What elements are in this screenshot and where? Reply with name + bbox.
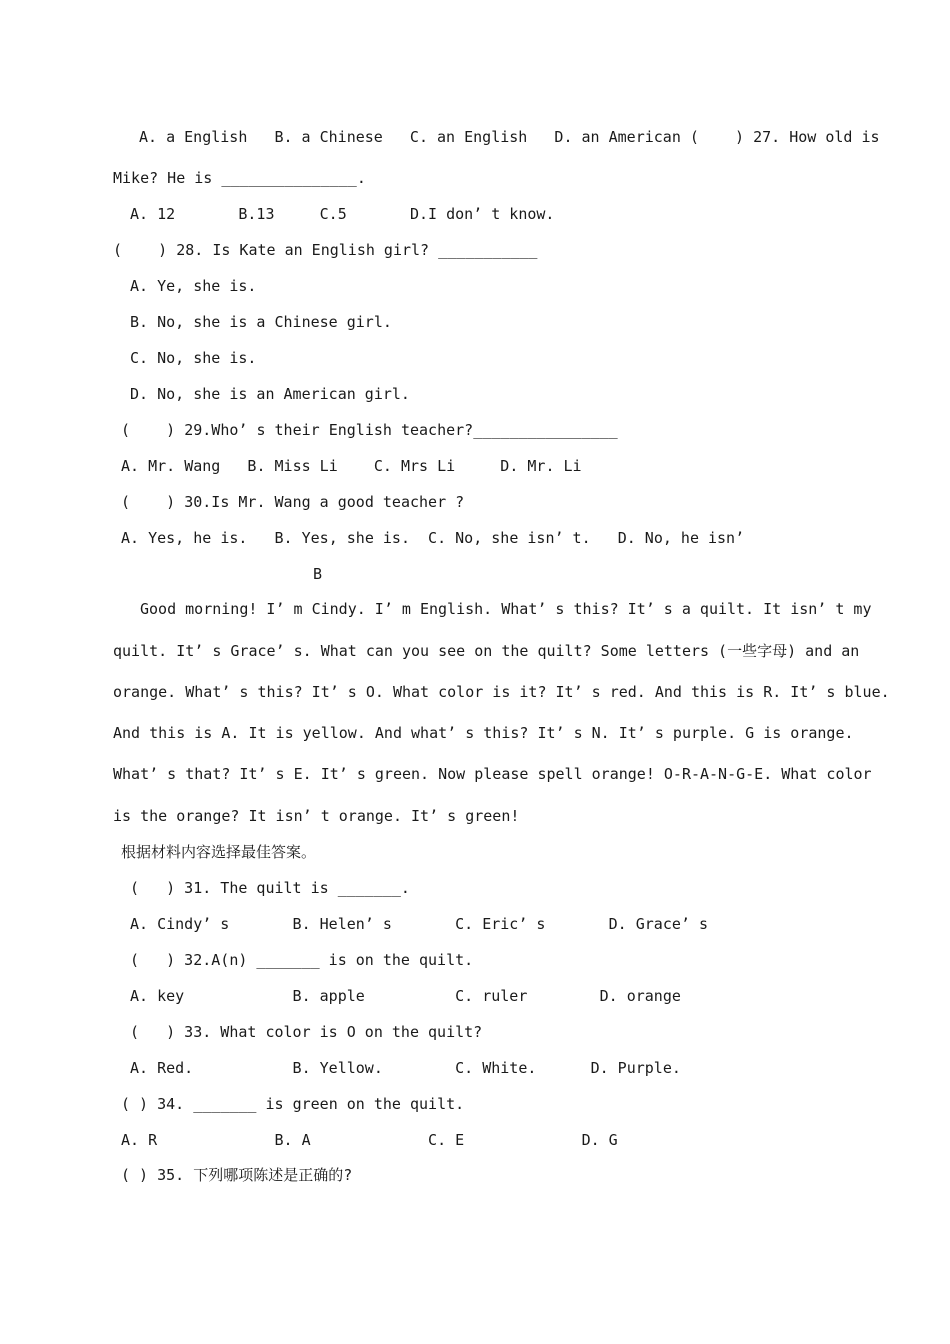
q35-stem: ( ) 35. 下列哪项陈述是正确的? [121,1166,353,1184]
q34-stem: ( ) 34. _______ is green on the quilt. [121,1095,465,1113]
q28-option-a: A. Ye, she is. [130,277,257,295]
q28-option-c: C. No, she is. [130,349,257,367]
q27-options: A. 12 B.13 C.5 D.I don’ t know. [130,205,555,223]
passage-line-5: What’ s that? It’ s E. It’ s green. Now please spell orange! O-R-A-N-G-E. What color [113,765,872,783]
q31-options: A. Cindy’ s B. Helen’ s C. Eric’ s D. Grace’ s [130,915,708,933]
q29-stem: ( ) 29.Who’ s their English teacher?________________ [121,421,618,439]
passage-line-3: orange. What’ s this? It’ s O. What color is it? It’ s red. And this is R. It’ s blue. [113,683,890,701]
q28-option-d: D. No, she is an American girl. [130,385,410,403]
q30-options: A. Yes, he is. B. Yes, she is. C. No, she isn’ t. D. No, he isn’ [121,529,745,547]
q26-options: A. a English B. a Chinese C. an English D. an American ( ) 27. How old is [139,128,880,146]
instruction: 根据材料内容选择最佳答案。 [121,843,317,861]
passage-line-4: And this is A. It is yellow. And what’ s this? It’ s N. It’ s purple. G is orange. [113,724,854,742]
q28-stem: ( ) 28. Is Kate an English girl? ___________ [113,241,538,259]
q32-stem: ( ) 32.A(n) _______ is on the quilt. [130,951,474,969]
q29-options: A. Mr. Wang B. Miss Li C. Mrs Li D. Mr. Li [121,457,582,475]
q28-option-b: B. No, she is a Chinese girl. [130,313,392,331]
q30-stem: ( ) 30.Is Mr. Wang a good teacher ? [121,493,465,511]
q27-stem: Mike? He is _______________. [113,169,366,187]
passage-line-2: quilt. It’ s Grace’ s. What can you see on the quilt? Some letters (一些字母) and an [113,642,860,660]
q31-stem: ( ) 31. The quilt is _______. [130,879,410,897]
q32-options: A. key B. apple C. ruler D. orange [130,987,681,1005]
section-b-heading: B [313,565,323,583]
passage-line-1: Good morning! I’ m Cindy. I’ m English. What’ s this? It’ s a quilt. It isn’ t my [140,600,872,618]
q33-stem: ( ) 33. What color is O on the quilt? [130,1023,483,1041]
q34-options: A. R B. A C. E D. G [121,1131,618,1149]
q33-options: A. Red. B. Yellow. C. White. D. Purple. [130,1059,681,1077]
passage-line-6: is the orange? It isn’ t orange. It’ s green! [113,807,520,825]
